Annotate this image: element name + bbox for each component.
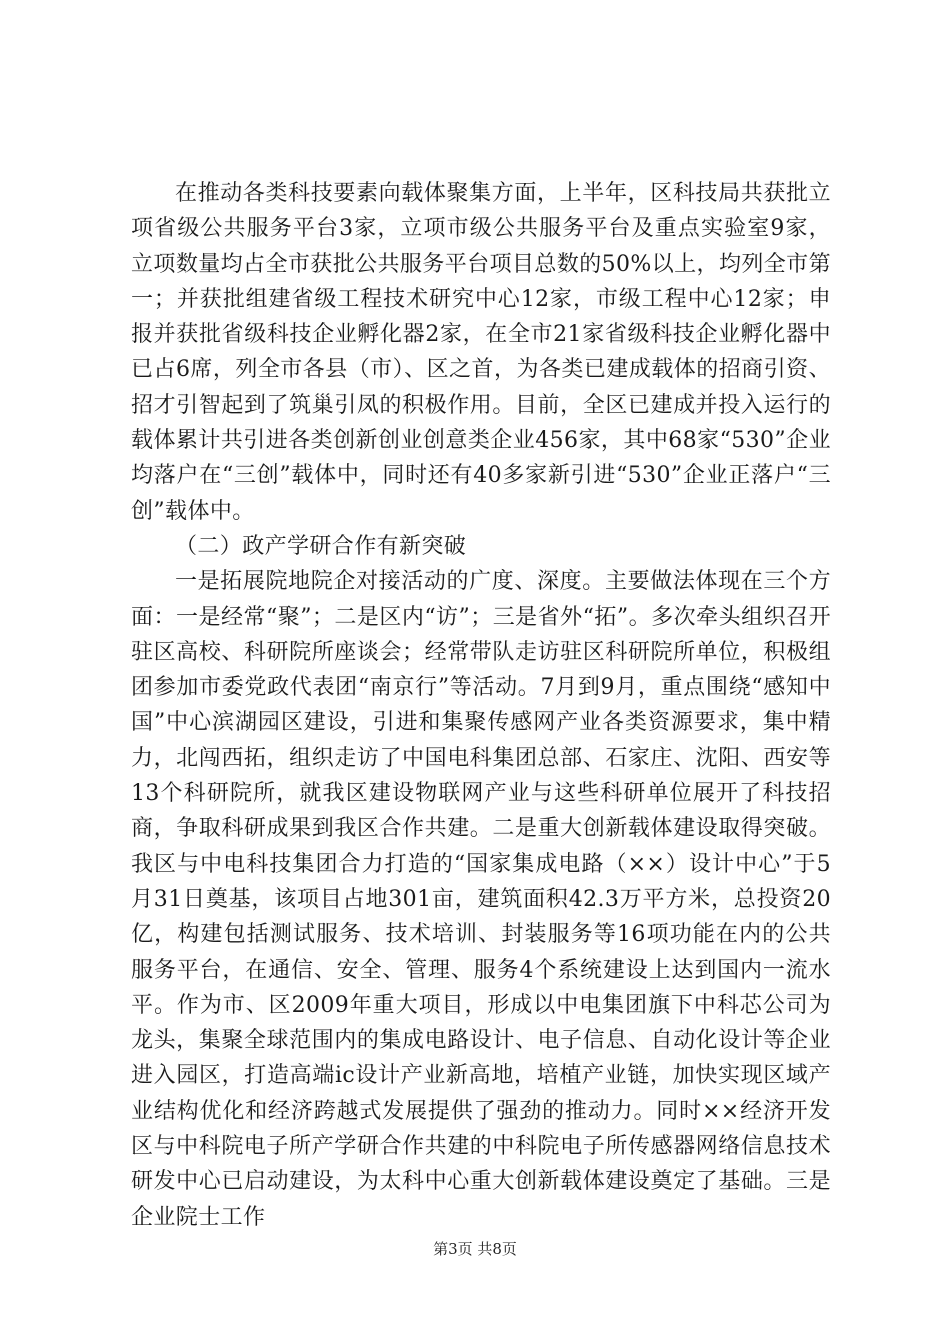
paragraph-carrier-agglomeration: 在推动各类科技要素向载体聚集方面，上半年，区科技局共获批立项省级公共服务平台3家，立项市级公共服务平台及重点实验室9家，立项数量均占全市获批公共服务平台项目总数的50%以上，均列全市第一；并获批组建省级工程技术研究中心12家，市级工程中心12家；申报并获批省级科技企业孵化器2家，在全市21家省级科技企业孵化器中已占6席，列全市各县（市）、区之首，为各类已建成载体的招商引资、招才引智起到了筑巢引凤的积极作用。目前，全区已建成并投入运行的载体累计共引进各类创新创业创意类企业456家，其中68家“530”企业均落户在“三创”载体中，同时还有40多家新引进“530”企业正落户“三创”载体中。 [131, 181, 831, 524]
paragraph-cooperation-details: 一是拓展院地院企对接活动的广度、深度。主要做法体现在三个方面：一是经常“聚”；二是区内“访”；三是省外“拓”。多次牵头组织召开驻区高校、科研院所座谈会；经常带队走访驻区科研院所单位，积极组团参加市委党政代表团“南京行”等活动。7月到9月，重点围绕“感知中国”中心滨湖园区建设，引进和集聚传感网产业各类资源要求，集中精力，北闯西拓，组织走访了中国电科集团总部、石家庄、沈阳、西安等13个科研院所，就我区建设物联网产业与这些科研单位展开了科技招商，争取科研成果到我区合作共建。二是重大创新载体建设取得突破。我区与中电科技集团合力打造的“国家集成电路（××）设计中心”于5月31日奠基，该项目占地301亩，建筑面积42.3万平方米，总投资20亿，构建包括测试服务、技术培训、封装服务等16项功能在内的公共服务平台，在通信、安全、管理、服务4个系统建设上达到国内一流水平。作为市、区2009年重大项目，形成以中电集团旗下中科芯公司为龙头，集聚全球范围内的集成电路设计、电子信息、自动化设计等企业进入园区，打造高端ic设计产业新高地，培植产业链，加快实现区域产业结构优化和经济跨越式发展提供了强劲的推动力。同时××经济开发区与中科院电子所产学研合作共建的中科院电子所传感器网络信息技术研发中心已启动建设，为太科中心重大创新载体建设奠定了基础。三是企业院士工作 [131, 569, 831, 1230]
page-footer [0, 1238, 950, 1259]
document-body [131, 176, 831, 1235]
page-number-label: 第3页 共8页 [433, 1240, 517, 1258]
section-heading-industry-research-cooperation: （二）政产学研合作有新突破 [175, 533, 467, 559]
